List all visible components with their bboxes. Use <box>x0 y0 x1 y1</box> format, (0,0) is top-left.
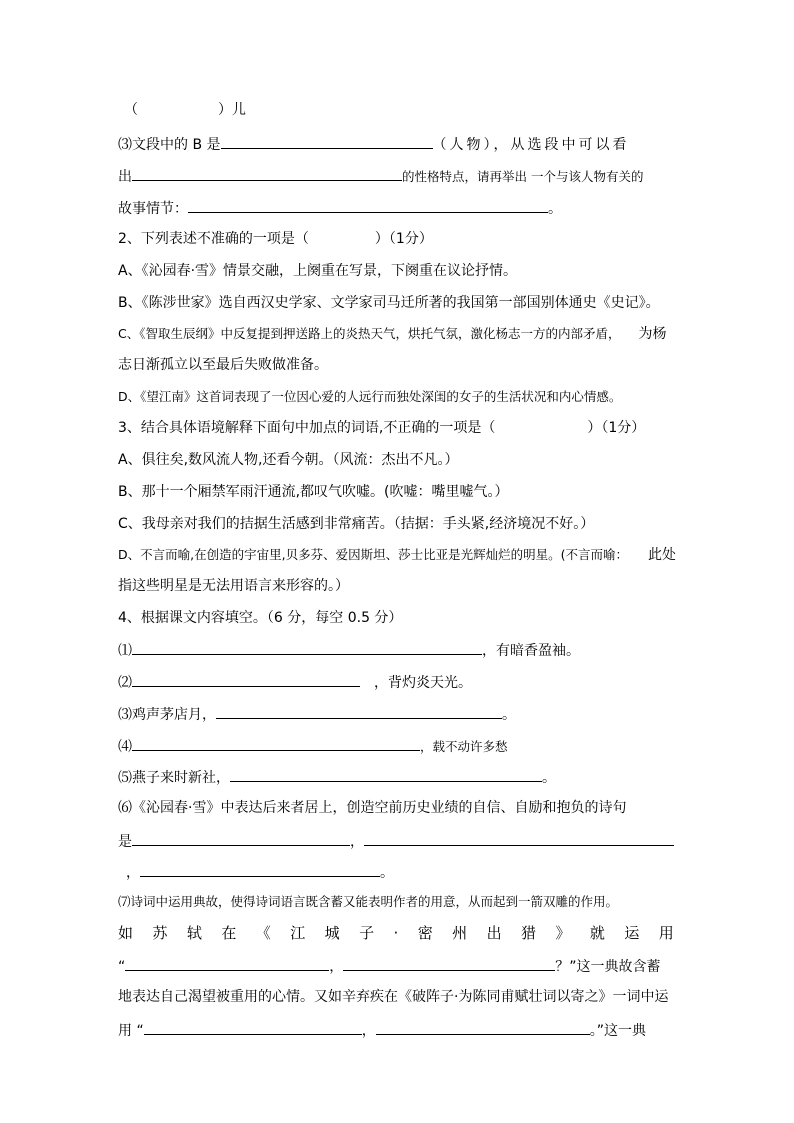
blank-input[interactable] <box>364 831 674 846</box>
text: 2、下列表述不准确的一项是（ <box>118 231 309 247</box>
text: ， <box>329 959 344 975</box>
q3-answer-tail <box>124 101 246 119</box>
text: 出 <box>118 169 132 185</box>
fill-7-line5 <box>118 1020 646 1038</box>
text: D、不言而喻,在创造的宇宙里,贝多芬、爱因斯坦、莎士比亚是光辉灿烂的明星。(不言而喻： <box>118 547 628 562</box>
text: ？”这一典故含蓄 <box>555 959 661 975</box>
fill-1 <box>118 640 580 658</box>
char: · <box>393 924 399 942</box>
question-4 <box>118 609 402 627</box>
text: 。”这一典 <box>589 1023 646 1039</box>
fill-7-line2 <box>118 924 674 942</box>
text: 为杨 <box>638 326 667 342</box>
char: 如 <box>118 924 134 942</box>
char: 子 <box>359 924 375 942</box>
fill-6-line3 <box>126 862 394 880</box>
fill-4 <box>118 736 508 754</box>
char: 就 <box>589 924 605 942</box>
text: 的性格特点，请再举出 一个与该人物有关的 <box>402 169 644 184</box>
text: C、我母亲对我们的拮据生活感到非常痛苦。（拮据：手头紧,经济境况不好。） <box>118 516 595 532</box>
blank-input[interactable] <box>221 134 433 149</box>
blank-input[interactable] <box>132 166 402 181</box>
text: D、《望江南》这首词表现了一位因心爱的人远行而独处深闺的女子的生活状况和内心情感。 <box>118 389 622 404</box>
fill-3 <box>118 704 516 722</box>
text: ， <box>361 1023 376 1039</box>
text: C、《智取生辰纲》中反复提到押送路上的炎热天气，烘托气氛，激化杨志一方的内部矛盾， <box>118 326 621 341</box>
blank-input[interactable] <box>125 956 329 971</box>
text: ，载不动许多愁 <box>420 739 508 754</box>
blank-input[interactable] <box>144 1020 362 1035</box>
q3-option-d <box>118 546 676 564</box>
text: 故事情节： <box>118 201 188 217</box>
q3-part3-line1 <box>118 134 630 152</box>
fill-7-line4 <box>118 988 668 1006</box>
text: A、俱往矣,数风流人物,还看今朝。（风流：杰出不凡。） <box>118 452 459 468</box>
text: 用 “ <box>118 1023 144 1039</box>
blank-input[interactable] <box>140 862 380 877</box>
char: 城 <box>324 924 340 942</box>
text: 指这些明星是无法用语言来形容的。） <box>118 578 349 594</box>
text: ）（1分） <box>587 420 646 436</box>
text: B、那十一个厢禁军雨汗通流,都叹气吹嘘。(吹嘘：嘴里嘘气。） <box>118 484 509 500</box>
q2-option-d <box>118 388 621 406</box>
open-paren: （ <box>124 102 138 118</box>
text: ⑶文段中的 B 是 <box>118 137 221 153</box>
text: ⑸燕子来时新社， <box>118 770 230 786</box>
char: 州 <box>452 924 468 942</box>
blank-input[interactable] <box>132 640 482 655</box>
text: 此处 <box>647 547 676 563</box>
text: ）（1分） <box>374 231 433 247</box>
text: 。 <box>548 201 562 217</box>
question-3 <box>118 419 645 437</box>
char: 用 <box>658 924 674 942</box>
q2-option-a <box>118 262 517 280</box>
blank-input[interactable] <box>230 767 542 782</box>
char: 猎 <box>521 924 537 942</box>
text: ⑺诗词中运用典故，使得诗词语言既含蓄又能表明作者的用意，从而起到一箭双雕的作用。 <box>118 894 619 909</box>
fill-7 <box>118 893 618 911</box>
close-paren-text: ）儿 <box>218 102 246 118</box>
text: “ <box>118 959 126 975</box>
q3-part3-line3 <box>118 198 562 216</box>
char: 密 <box>417 924 433 942</box>
blank-input[interactable] <box>132 672 360 687</box>
fill-6 <box>118 799 626 817</box>
char: 》 <box>555 924 571 942</box>
text: ⑷ <box>118 739 132 755</box>
blank-input[interactable] <box>216 704 502 719</box>
text: （人物），从选段中可以看 <box>432 137 630 153</box>
text: ⑵ <box>118 675 132 691</box>
text: 是 <box>118 834 132 850</box>
text: ⑴ <box>118 643 132 659</box>
fill-2 <box>118 672 472 690</box>
text: 。 <box>542 770 556 786</box>
text: 。 <box>502 707 516 723</box>
text: 3、结合具体语境解释下面句中加点的词语,不正确的一项是（ <box>118 420 496 436</box>
fill-7-line3 <box>118 956 661 974</box>
fill-6-line2 <box>118 831 674 849</box>
text: 地表达自己渴望被重用的心情。又如辛弃疾在《破阵子·为陈同甫赋壮词以寄之》一词中运 <box>118 989 669 1005</box>
text: ， <box>126 865 140 881</box>
text: ， <box>350 834 364 850</box>
char: 苏 <box>152 924 168 942</box>
char: 《 <box>255 924 271 942</box>
text: ，背灼炎天光。 <box>374 675 472 691</box>
text: ⑶鸡声茅店月， <box>118 707 216 723</box>
text: ⑹《沁园春·雪》中表达后来者居上，创造空前历史业绩的自信、自励和抱负的诗句 <box>118 800 627 816</box>
char: 出 <box>486 924 502 942</box>
text: B、《陈涉世家》选自西汉史学家、文学家司马迁所著的我国第一部国别体通史《史记》。 <box>118 295 660 311</box>
question-2 <box>118 230 433 248</box>
fill-5 <box>118 767 556 785</box>
text: A、《沁园春·雪》情景交融，上阕重在写景，下阕重在议论抒情。 <box>118 263 518 279</box>
q2-option-b <box>118 294 660 312</box>
q3-option-b <box>118 483 509 501</box>
char: 轼 <box>186 924 202 942</box>
char: 在 <box>221 924 237 942</box>
blank-input[interactable] <box>343 956 555 971</box>
blank-input[interactable] <box>188 198 548 213</box>
q3-option-c <box>118 515 594 533</box>
q2-option-c-cont <box>118 356 328 374</box>
text: ，有暗香盈袖。 <box>482 643 580 659</box>
char: 江 <box>290 924 306 942</box>
text: 。 <box>380 865 394 881</box>
blank-input[interactable] <box>376 1020 590 1035</box>
text: 4、根据课文内容填空。（6 分，每空 0.5 分） <box>118 610 403 626</box>
q3-option-d-cont <box>118 577 349 595</box>
q2-option-c <box>118 325 666 343</box>
text: 志日渐孤立以至最后失败做准备。 <box>118 357 328 373</box>
q3-part3-line2 <box>118 166 643 184</box>
blank-input[interactable] <box>132 831 350 846</box>
char: 运 <box>624 924 640 942</box>
blank-input[interactable] <box>132 736 420 751</box>
q3-option-a <box>118 451 458 469</box>
